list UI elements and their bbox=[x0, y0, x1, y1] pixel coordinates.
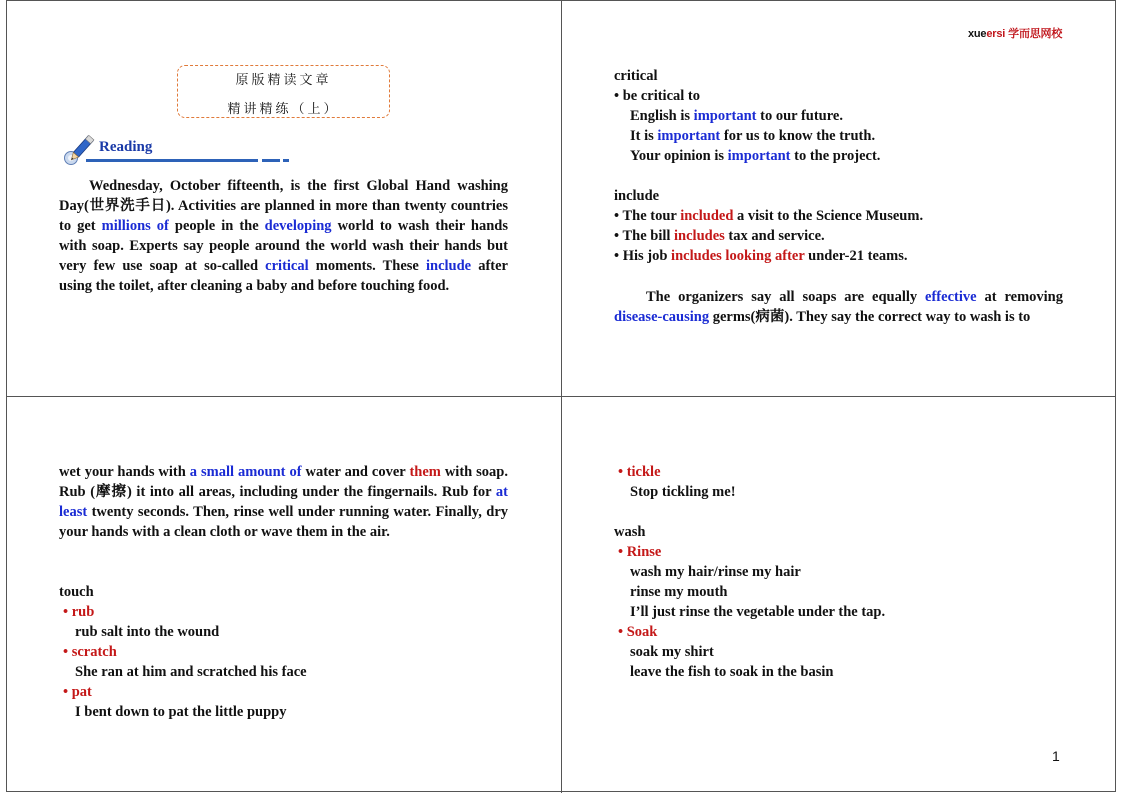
example-sentence: wash my hair/rinse my hair bbox=[630, 564, 801, 580]
example-sentence: English is important to our future. bbox=[630, 108, 843, 124]
reading-header bbox=[62, 130, 292, 166]
list-item: • scratch bbox=[63, 644, 117, 660]
list-item: • be critical to bbox=[614, 88, 701, 104]
title-box bbox=[177, 65, 390, 118]
horizontal-divider bbox=[6, 396, 1116, 397]
list-item: • The bill includes tax and service. bbox=[614, 228, 825, 244]
list-item: • The tour included a visit to the Science Museum. bbox=[614, 208, 924, 224]
article-paragraph-1: Wednesday, October fifteenth, is the first Global Hand washing Day(世界洗手日). Activities are planned in more than twenty countries to get millions of people in the developing world to wash their hands with soap. Experts say people around the world wash their hands but very few use soap at so-called critical moments. These include after using the toilet, after cleaning a baby and before touching food. bbox=[59, 178, 509, 294]
reading-underline bbox=[86, 159, 258, 162]
vocab-touch bbox=[59, 582, 307, 722]
reading-label: Reading bbox=[99, 139, 153, 155]
vocab-head-critical: critical bbox=[614, 68, 658, 84]
list-item: • Rinse bbox=[618, 544, 662, 560]
reading-underline-dot bbox=[283, 159, 289, 162]
example-sentence: leave the fish to soak in the basin bbox=[630, 664, 834, 680]
vocab-tickle-wash bbox=[614, 462, 885, 682]
example-sentence: I’ll just rinse the vegetable under the tap. bbox=[630, 604, 886, 620]
example-sentence: rub salt into the wound bbox=[75, 624, 220, 640]
page-number: 1 bbox=[1052, 748, 1060, 764]
list-item: • tickle bbox=[618, 464, 661, 480]
list-item: • pat bbox=[63, 684, 92, 700]
example-sentence: soak my shirt bbox=[630, 644, 714, 660]
vocab-critical-include bbox=[614, 66, 923, 266]
list-item: • His job includes looking after under-21 teams. bbox=[614, 248, 908, 264]
vocab-head-touch: touch bbox=[59, 584, 94, 600]
example-sentence: I bent down to pat the little puppy bbox=[75, 704, 287, 720]
vocab-head-include: include bbox=[614, 188, 660, 204]
title-line-2: 精讲精练（上） bbox=[227, 102, 340, 117]
vocab-head-wash: wash bbox=[614, 524, 646, 540]
title-line-1: 原版精读文章 bbox=[235, 73, 332, 88]
reading-underline-dash bbox=[262, 159, 280, 162]
article-paragraph-2: The organizers say all soaps are equally effective at removing disease-causing germs(病菌). They say the correct way to wash is to bbox=[614, 289, 1063, 325]
example-sentence: Your opinion is important to the project. bbox=[630, 148, 881, 164]
list-item: • rub bbox=[63, 604, 95, 620]
example-sentence: Stop tickling me! bbox=[630, 484, 736, 500]
list-item: • Soak bbox=[618, 624, 658, 640]
article-paragraph-3: wet your hands with a small amount of water and cover them with soap. Rub (摩擦) it into all areas, including under the fingernails. Rub for at least twenty seconds. Then, rinse well under running water. Finally, dry your hands with a clean cloth or wave them in the air. bbox=[59, 464, 508, 540]
xueersi-logo: xueersi 学而思网校 bbox=[968, 28, 1063, 40]
example-sentence: rinse my mouth bbox=[630, 584, 728, 600]
example-sentence: It is important for us to know the truth. bbox=[630, 128, 876, 144]
example-sentence: She ran at him and scratched his face bbox=[75, 664, 307, 680]
